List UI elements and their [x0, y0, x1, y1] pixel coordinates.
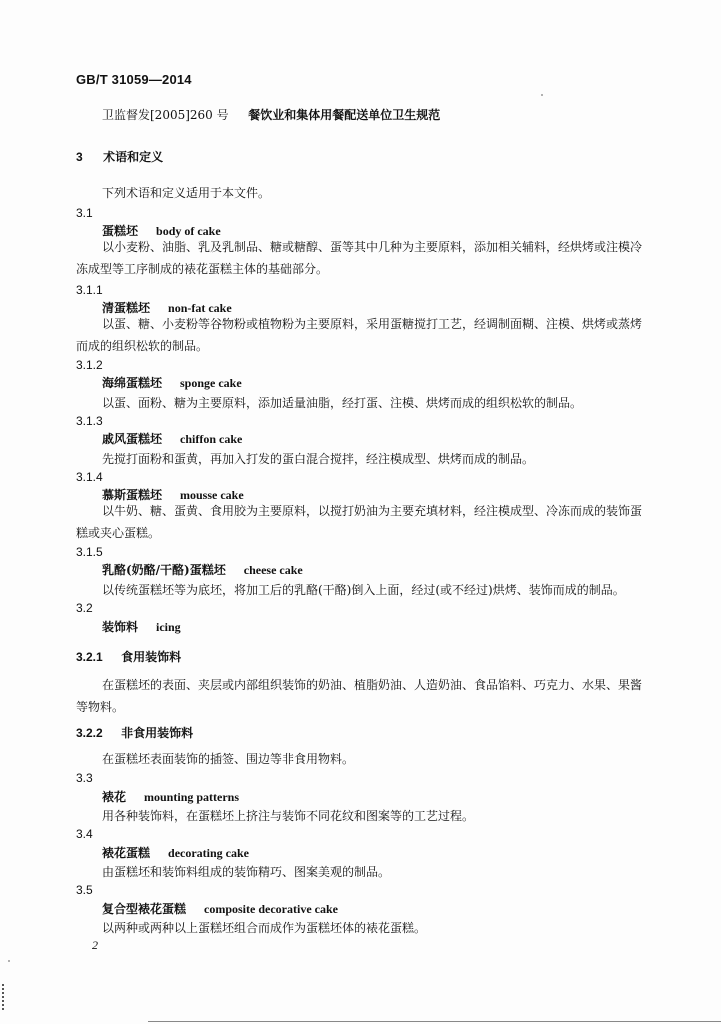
term-definition: 以两种或两种以上蛋糕坯组合而成作为蛋糕坯体的裱花蛋糕。 — [102, 921, 427, 935]
term-definition: 先搅打面粉和蛋黄，再加入打发的蛋白混合搅拌，经注模成型、烘烤而成的制品。 — [102, 452, 535, 466]
page-number: 2 — [92, 938, 98, 952]
term-number: 3.1.5 — [76, 545, 103, 559]
subsection-title: 食用装饰料 — [121, 650, 182, 664]
section-heading — [76, 150, 163, 164]
bottom-rule — [148, 1021, 721, 1022]
term-title — [102, 432, 242, 446]
term-en: body of cake — [156, 224, 221, 238]
term-en: cheese cake — [243, 563, 303, 577]
term-number: 3.5 — [76, 883, 93, 897]
reference-title: 餐饮业和集体用餐配送单位卫生规范 — [248, 108, 441, 122]
term-number: 3.1.3 — [76, 414, 103, 428]
term-zh: 裱花蛋糕 — [102, 846, 151, 860]
term-number: 3.3 — [76, 771, 93, 785]
term-definition: 用各种装饰料，在蛋糕坯上挤注与装饰不同花纹和图案等的工艺过程。 — [102, 809, 475, 823]
term-zh: 裱花 — [102, 790, 127, 804]
term-definition: 以传统蛋糕坯等为底坯，将加工后的乳酪(干酪)倒入上面，经过(或不经过)烘烤、装饰而成的制品。 — [102, 583, 625, 597]
term-en: composite decorative cake — [204, 902, 338, 916]
term-definition: 以蛋、面粉、糖为主要原料，添加适量油脂，经打蛋、注模、烘烤而成的组织松软的制品。 — [102, 396, 583, 410]
subsection-text: 在蛋糕坯的表面、夹层或内部组织装饰的奶油、植脂奶油、人造奶油、食品馅料、巧克力、水果、果酱等物料。 — [76, 678, 643, 714]
standard-number: GB/T 31059—2014 — [76, 72, 192, 87]
term-number: 3.1 — [76, 206, 93, 220]
term-number: 3.1.2 — [76, 358, 103, 372]
term-zh: 乳酪(奶酪/干酪)蛋糕坯 — [102, 563, 226, 577]
term-zh: 装饰料 — [102, 620, 139, 634]
term-en: sponge cake — [180, 376, 242, 390]
term-title — [102, 790, 239, 804]
term-zh: 慕斯蛋糕坯 — [102, 488, 163, 502]
term-definition: 以蛋、糖、小麦粉等谷物粉或植物粉为主要原料，采用蛋糖搅打工艺，经调制面糊、注模、烘烤或蒸烤而成的组织松软的制品。 — [76, 317, 643, 353]
term-number: 3.2 — [76, 601, 93, 615]
scan-speck — [541, 94, 543, 96]
term-zh: 蛋糕坯 — [102, 224, 139, 238]
term-number: 3.4 — [76, 827, 93, 841]
subsection-title: 非食用装饰料 — [121, 726, 194, 740]
term-definition: 由蛋糕坯和装饰料组成的装饰精巧、图案美观的制品。 — [102, 865, 391, 879]
term-definition: 以牛奶、糖、蛋黄、食用胶为主要原料，以搅打奶油为主要充填材料，经注模成型、冷冻而成的装饰蛋糕或夹心蛋糕。 — [76, 504, 643, 540]
subsection-text: 在蛋糕坯表面装饰的插签、围边等非食用物料。 — [102, 752, 355, 766]
term-zh: 戚风蛋糕坯 — [102, 432, 163, 446]
scan-speck — [8, 960, 10, 962]
reference-code: 卫监督发[2005]260 号 — [102, 108, 229, 122]
term-zh: 海绵蛋糕坯 — [102, 376, 163, 390]
subsection-heading — [76, 726, 193, 740]
reference-line — [102, 108, 440, 122]
term-definition: 以小麦粉、油脂、乳及乳制品、糖或糖醇、蛋等其中几种为主要原料，添加相关辅料，经烘烤或注模冷冻成型等工序制成的裱花蛋糕主体的基础部分。 — [76, 240, 643, 276]
term-en: icing — [156, 620, 181, 634]
term-en: mousse cake — [180, 488, 244, 502]
scan-edge-marks — [2, 984, 6, 1010]
term-title — [102, 902, 338, 916]
subsection-number: 3.2.2 — [76, 726, 103, 740]
term-en: chiffon cake — [180, 432, 243, 446]
section-intro: 下列术语和定义适用于本文件。 — [102, 186, 271, 200]
term-zh: 复合型裱花蛋糕 — [102, 902, 187, 916]
term-zh: 清蛋糕坯 — [102, 301, 151, 315]
term-title — [102, 846, 249, 860]
term-number: 3.1.1 — [76, 283, 103, 297]
term-en: non-fat cake — [168, 301, 232, 315]
section-title: 术语和定义 — [103, 150, 164, 164]
term-en: mounting patterns — [144, 790, 240, 804]
term-title — [102, 563, 303, 577]
term-en: decorating cake — [168, 846, 249, 860]
subsection-number: 3.2.1 — [76, 650, 103, 664]
term-number: 3.1.4 — [76, 470, 103, 484]
term-title — [102, 620, 181, 634]
section-number: 3 — [76, 150, 83, 164]
subsection-heading — [76, 650, 181, 664]
term-title — [102, 376, 242, 390]
